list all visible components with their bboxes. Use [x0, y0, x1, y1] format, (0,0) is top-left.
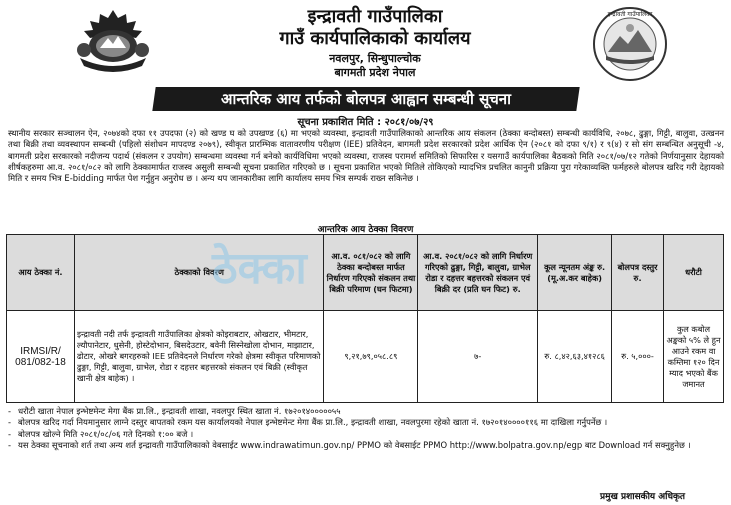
notice-body: स्थानीय सरकार सञ्चालन ऐन, २०७४को दफा ११ उपदफा (२) को खण्ड घ को उपखण्ड (६) मा भएको व्यवस्था, इन्द्रावती गाउँपालिकाको आन्तरिक आय संकलन (ठेक्का बन्दोबस्त) सम्बन्धी कार्यविधि, २०७८, ढुङ्गा, गिट्टी, बालुवा, उत्खनन तथा बिक्री तथा व्यवस्थापन सम्बन्धी (पहिलो संशोधन मापदण्ड २०७९), स्वीकृत प्रारम्भिक वातावरणीय परीक्षण (IEE) प्रतिवेदन, बागमती प्रदेश सरकारको प्रदेश आर्थिक ऐन (२०८१ को दफा ९/१) र ९(४) र सो संग सम्बन्धित अनुसूची -४, बागमती प्रदेश सरकारको नदीजन्य पदार्थ (संकलन र उपयोग) सम्बन्धमा व्यवस्था गर्न बनेको कार्यविधिमा भएको व्यवस्था, राजस्व परामर्श समितिको सिफारिस र यसगाउँ कार्यपालिका बैठकको मिति २०८१/०७/१२ गतेको निर्णयानुसार देहायको शीर्षकहरुमा आ.व. २०८१/०८२ को लागि ठेक्कामार्फत राजस्व असुली सम्बन्धी सूचना प्रकाशित गरिएको छ । सूचना प्रकाशित भएको मितिले तोकिएको म्यादभित्र प्रचलित कानुनी प्रक्रिया पुरा गरेकाव्यक्ति फर्महरुले बोलपत्र खरिद गरी देहायको मिति र समय भित्र E-bidding मार्फत पेश गर्नुहुन अनुरोध छ । अन्य थप जानकारीका लागि कार्यालय समय भित्र सम्पर्क राख्न सकिनेछ । [8, 128, 724, 184]
office-title [180, 6, 570, 80]
header-contract-no: आय ठेक्का नं. [7, 235, 75, 311]
municipality-logo-icon [592, 6, 668, 82]
header-unit-rate: आ.व. २०८१/०८२ को लागि निर्धारण गरिएको ढुङ्गा, गिट्टी, बालुवा, ग्राभेल रोडा र दहत्तर बहत्तरको संकलन एवं बिक्री दर (प्रति घन फिट) रु. [418, 235, 538, 311]
table-row [7, 311, 724, 403]
note-item: - बोलपत्र खोल्ने मिति २०८१/०८/०६ गते दिनको १:०० बजे । [8, 429, 724, 440]
cell-unit-rate: ७- [418, 311, 538, 403]
municipality-name: इन्द्रावती गाउँपालिका [307, 6, 443, 27]
address-line-2: बागमती प्रदेश नेपाल [334, 66, 416, 79]
cell-contract-no: IRMSI/R/ 081/082-18 [7, 311, 75, 403]
note-item: - धरौटी खाता नेपाल इन्भेष्टमेन्ट मेगा बैंक प्रा.लि., इन्द्रावती शाखा, नवलपुर स्थित खाता नं. १७२०१४०००००५५ [8, 406, 724, 417]
svg-text:इन्द्रावती गाउँपालिका: इन्द्रावती गाउँपालिका [607, 11, 653, 18]
published-date: सूचना प्रकाशित मिति : २०८१/०७/२९ [297, 117, 434, 128]
header-min-total: कूल न्यूनतम अंङ्क रु. (मू.अ.कर बाहेक) [538, 235, 612, 311]
nepal-emblem-icon [70, 8, 156, 74]
notice-title: आन्तरिक आय तर्फको बोलपत्र आह्वान सम्बन्धी सूचना [221, 90, 511, 108]
note-item: - यस ठेक्का सूचनाको शर्त तथा अन्य शर्त इन्द्रावती गाउँपालिकाको वेबसाईट www.indrawatimun.gov.np/ PPMO को वेबसाईट PPMO http://www.bolpatra.gov.np/egp बाट Download गर्न सक्नुहुनेछ । [8, 440, 724, 451]
cell-prev-year-qty: ९,२१,७९,०५८.८९ [324, 311, 418, 403]
notes-list [8, 406, 724, 452]
header-prev-year-qty: आ.व. ०८१/०८२ को लागि ठेक्का बन्दोबस्त मार्फत निर्धारण गरिएको संकलन तथा बिक्री परिमाण (घन फिटमा) [324, 235, 418, 311]
signoff: प्रमुख प्रशासकीय अधिकृत [600, 492, 686, 502]
header-description: ठेक्काको विवरण [74, 235, 324, 311]
table-header-row [7, 235, 724, 311]
notice-banner [152, 87, 579, 111]
watermark: ठेक्का [212, 243, 307, 294]
document-header [0, 0, 731, 86]
header-bid-fee: बोलपत्र दस्तुर रु. [612, 235, 664, 311]
note-item: - बोलपत्र खरिद गर्दा नियमानुसार लाग्ने दस्तुर बापतको रकम यस कार्यालयको नेपाल इन्भेष्टमेन्ट मेगा बैंक प्रा.लि., इन्द्रावती शाखा, नवलपुरमा रहेको खाता नं. १७२०१४००००११६ मा दाखिला गर्नुपर्नेछ । [8, 417, 724, 428]
table-caption: आन्तरिक आय ठेक्का विवरण [317, 225, 414, 235]
cell-description: इन्द्रावती नदी तर्फ इन्द्रावती गाउँपालिका क्षेत्रको कोइराबटार, ओखटार, भीमटार, ल्यौपानेटार, धुसेनी, होस्टेदोभान, बिसदेउटार, बवेनी सिस्नेखोला दोभान, माझाटार, ढोटार, ओखरे बगरहरुको IEE प्रतिवेदनले निर्धारण गरेको क्षेत्रमा स्वीकृत परिमाणको ढुङ्गा, गिट्टी, बालुवा, ग्राभेल, रोडा र दहत्तर बहत्तरको संकलन एवं बिक्री (स्वीकृत खानी क्षेत्र बाहेक) । [74, 311, 324, 403]
cell-guarantee: कुल कबोल अङ्कको ५% ले हुन आउने रकम वा कम्तिमा १२० दिन म्याद भएको बैंक जमानत [664, 311, 724, 403]
cell-min-total: रु. ८,४२,६३,४१२८६ [538, 311, 612, 403]
header-guarantee: धरौटी [664, 235, 724, 311]
office-name: गाउँ कार्यपालिकाको कार्यालय [279, 28, 471, 49]
address-line-1: नवलपुर, सिन्धुपाल्चोक [329, 52, 421, 65]
cell-bid-fee: रु. ५,०००- [612, 311, 664, 403]
revenue-contract-table [6, 234, 724, 403]
